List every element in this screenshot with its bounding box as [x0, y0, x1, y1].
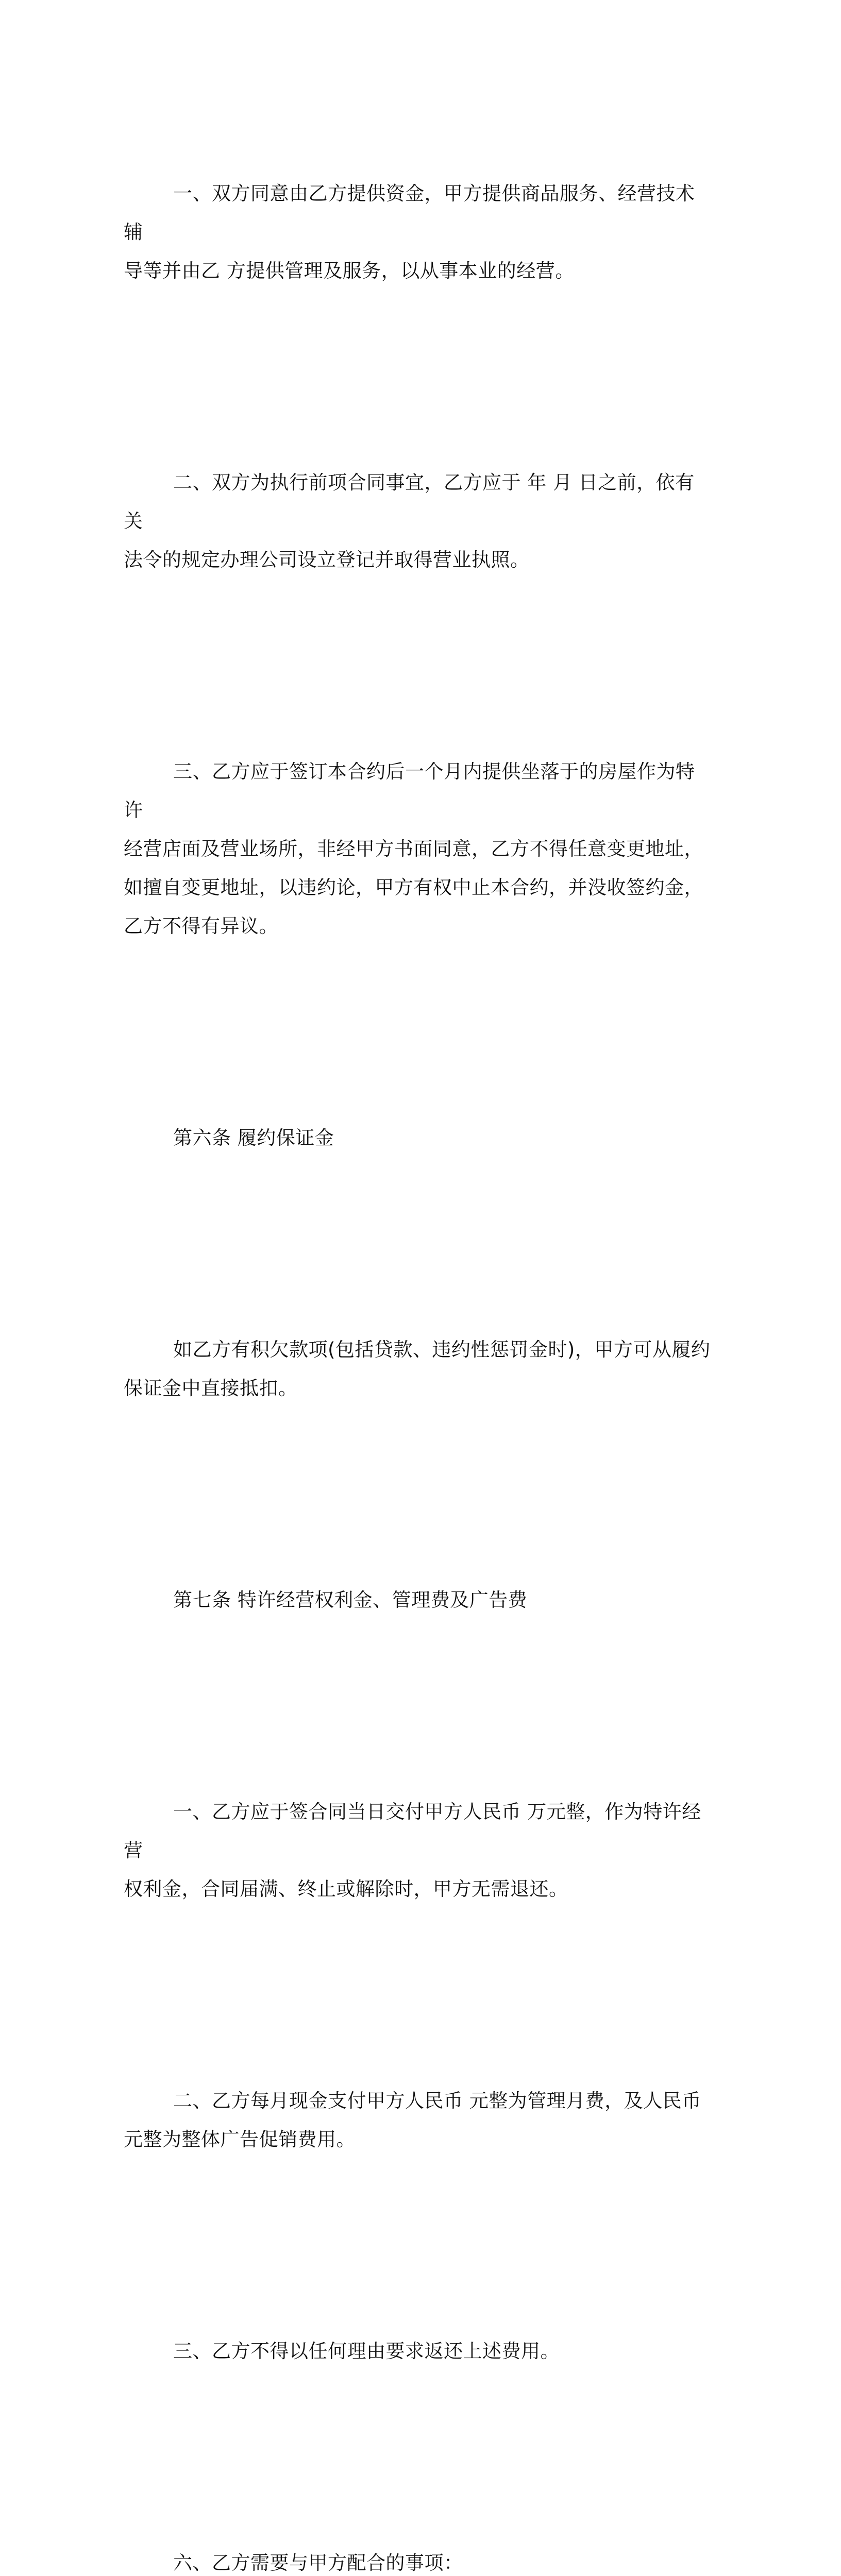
article-7-clause-2: [124, 2004, 711, 2236]
text-line: 三、乙方应于签订本合约后一个月内提供坐落于的房屋作为特许: [124, 760, 695, 821]
text-line: 法令的规定办理公司设立登记并取得营业执照。: [124, 549, 530, 571]
text-line: 元整为整体广告促销费用。: [124, 2128, 356, 2150]
section-heading: 第六条 履约保证金: [173, 1127, 334, 1149]
article-7-heading: [124, 1503, 711, 1697]
text-line: 权利金，合同届满、终止或解除时，甲方无需退还。: [124, 1878, 568, 1900]
article-6-heading: [124, 1041, 711, 1234]
text-line: 二、双方为执行前项合同事宜，乙方应于 年 月 日之前，依有关: [124, 471, 695, 532]
text-line: 一、乙方应于签合同当日交付甲方人民币 万元整，作为特许经营: [124, 1801, 701, 1861]
text-line: 三、乙方不得以任何理由要求返还上述费用。: [173, 2340, 560, 2362]
article-7-clause-1: [124, 1715, 711, 1986]
clause-6-cooperation: [124, 2466, 711, 2576]
text-line: 如擅自变更地址，以违约论，甲方有权中止本合约，并没收签约金，: [124, 876, 703, 899]
text-line: 经营店面及营业场所，非经甲方书面同意，乙方不得任意变更地址，: [124, 838, 703, 860]
article-7-clause-3: [124, 2255, 711, 2448]
text-line: 保证金中直接抵扣。: [124, 1377, 298, 1399]
section-heading: 第七条 特许经营权利金、管理费及广告费: [173, 1589, 528, 1611]
text-line: 如乙方有积欠款项(包括贷款、违约性惩罚金时)，甲方可从履约: [173, 1338, 711, 1361]
clause-3: [124, 675, 711, 1023]
text-line: 导等并由乙 方提供管理及服务，以从事本业的经营。: [124, 260, 575, 282]
article-6-body: [124, 1253, 711, 1485]
clause-2: [124, 386, 711, 656]
document-body: [124, 97, 711, 2576]
text-line: 乙方不得有异议。: [124, 915, 278, 937]
text-line: 二、乙方每月现金支付甲方人民币 元整为管理月费，及人民币: [173, 2090, 701, 2112]
text-line: 六、乙方需要与甲方配合的事项：: [173, 2552, 463, 2574]
clause-1: [124, 97, 711, 367]
text-line: 一、双方同意由乙方提供资金，甲方提供商品服务、经营技术辅: [124, 182, 695, 243]
